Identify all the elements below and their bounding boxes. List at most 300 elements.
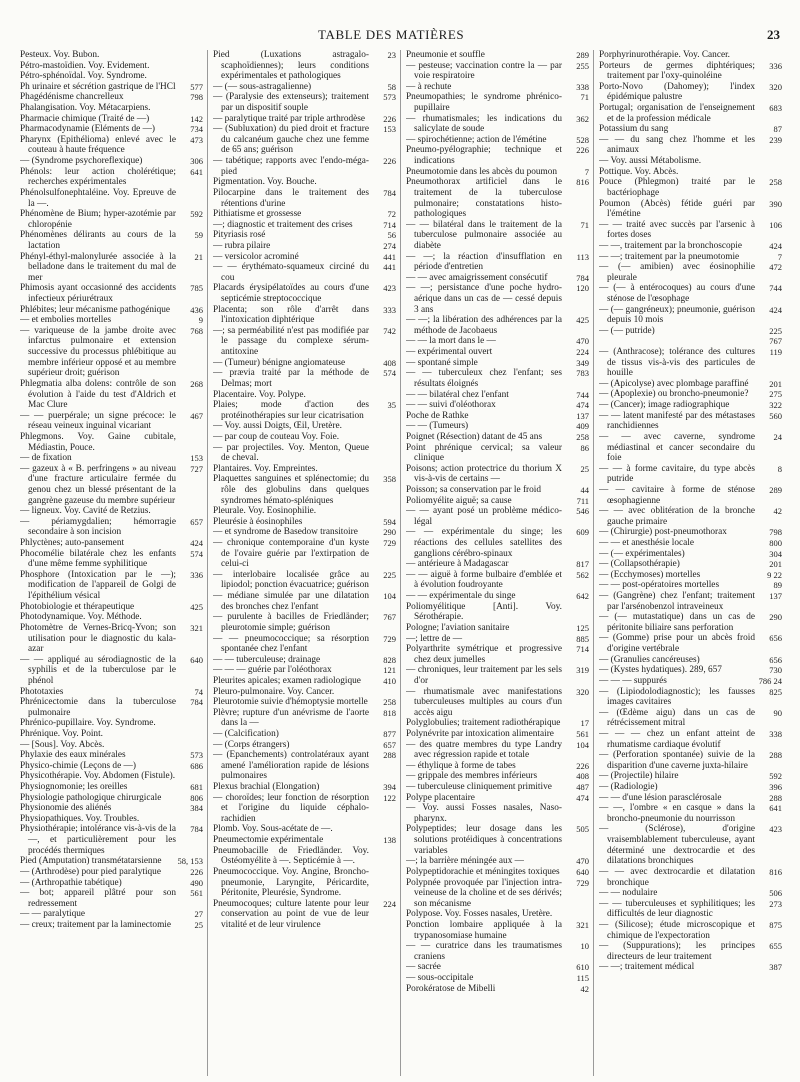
index-entry xyxy=(599,199,782,220)
entry-page-ref: 798 xyxy=(769,527,782,538)
entry-page-ref: 319 xyxy=(576,665,589,676)
entry-page-ref: 727 xyxy=(190,463,203,474)
entry-text: — choroïdes; leur fonction de résorption et l'origine du liquide céphalo-rachidien xyxy=(213,792,369,824)
entry-text: Pleurites apicales; examen radiologique xyxy=(213,675,361,686)
entry-text: — — avec dextrocardie et dilatation bronchique xyxy=(599,866,755,888)
entry-text: — antérieure à Madagascar xyxy=(406,559,509,570)
index-entry xyxy=(20,718,203,729)
entry-text: — — expérimentale du singe; les réactions des cellules satellites des ganglions cérébro-spinaux xyxy=(406,527,562,559)
index-entry xyxy=(20,411,203,432)
entry-text: — prævia traité par la méthode de Delmas; mort xyxy=(213,368,369,389)
entry-page-ref: 288 xyxy=(769,792,782,803)
entry-page-ref: 734 xyxy=(190,124,203,135)
entry-text: — — curatrice dans les traumatismes craniens xyxy=(406,941,562,962)
index-entry xyxy=(406,984,589,995)
entry-text: Porto-Novo (Dahomey); l'index épidémique palustre xyxy=(599,81,755,103)
entry-text: Poliomyélitique [Anti]. Voy. Sérothérapie. xyxy=(406,601,562,623)
index-entry xyxy=(406,867,589,878)
entry-text: — — avec amaigrissement consécutif xyxy=(406,272,548,283)
index-entry xyxy=(406,782,589,793)
entry-text: — — — guérie par l'oléothorax xyxy=(213,665,332,676)
index-entry xyxy=(213,230,396,241)
entry-text: Polypose. Voy. Fosses nasales, Uretère. xyxy=(406,909,553,920)
index-entry xyxy=(406,50,589,61)
entry-text: — (— sous-astragalienne) xyxy=(213,81,312,92)
index-entry xyxy=(20,570,203,602)
entry-page-ref: 729 xyxy=(383,633,396,644)
entry-text: — (Syndrome psychoreflexique) xyxy=(20,156,143,167)
entry-text: Pneumopathies; le syndrome phrénico-pupillaire xyxy=(406,92,562,114)
entry-page-ref: 226 xyxy=(383,156,396,167)
index-entry xyxy=(20,803,203,814)
entry-page-ref: 714 xyxy=(576,644,589,655)
entry-page-ref: 818 xyxy=(383,707,396,718)
index-entry xyxy=(213,665,396,676)
entry-page-ref: 290 xyxy=(769,612,782,623)
entry-text: — (— amibien) avec éosinophilie pleurale xyxy=(599,262,755,283)
index-entry xyxy=(20,687,203,698)
entry-page-ref: 592 xyxy=(190,209,203,220)
entry-text: — (Œdème aigu) dans un cas de rétrécissement mitral xyxy=(599,707,755,729)
entry-text: — variqueuse de la jambe droite avec infarctus pulmonaire et extension successive du processus phlébitique au membre inférieur opposé et au membre supérieur droit; guérison xyxy=(20,325,176,379)
entry-page-ref: 640 xyxy=(190,654,203,665)
index-entry xyxy=(406,559,589,570)
index-entry xyxy=(599,793,782,804)
entry-page-ref: 574 xyxy=(190,548,203,559)
index-entry xyxy=(406,729,589,740)
index-entry xyxy=(406,390,589,401)
entry-text: — (— expérimentales) xyxy=(599,548,685,559)
index-entry xyxy=(20,453,203,464)
entry-text: Portugal; organisation de l'enseignement et de la profession médicale xyxy=(599,103,755,124)
entry-text: Poignet (Résection) datant de 45 ans xyxy=(406,431,543,442)
entry-page-ref: 8 xyxy=(777,463,782,474)
entry-text: — interlobaire localisée grâce au lipiodol; ponction évacuatrice; guérison xyxy=(213,569,369,591)
index-entry xyxy=(213,50,396,82)
entry-text: Porteurs de germes diphtériques; traitement par l'oxy-quinoléine xyxy=(599,60,755,82)
index-entry xyxy=(406,973,589,984)
index-entry xyxy=(599,220,782,241)
index-entry xyxy=(20,135,203,156)
index-entry xyxy=(599,750,782,771)
entry-text: Poumon (Abcès) fétide guéri par l'émétine xyxy=(599,198,755,220)
index-entry xyxy=(406,570,589,591)
index-entry xyxy=(599,612,782,633)
entry-text: Pottique. Voy. Abcès. xyxy=(599,166,679,177)
index-entry xyxy=(599,411,782,432)
entry-page-ref: 224 xyxy=(576,347,589,358)
entry-page-ref: 113 xyxy=(576,251,589,262)
index-entry xyxy=(20,432,203,453)
entry-page-ref: 641 xyxy=(769,803,782,814)
index-entry xyxy=(406,347,589,358)
index-entry xyxy=(406,400,589,411)
index-entry xyxy=(599,527,782,538)
index-entry xyxy=(213,464,396,475)
entry-text: — (Arthropathie tabétique) xyxy=(20,877,122,888)
entry-page-ref: 592 xyxy=(769,771,782,782)
index-entry xyxy=(213,517,396,528)
entry-page-ref: 115 xyxy=(576,973,589,984)
entry-page-ref: 609 xyxy=(576,527,589,538)
entry-text: Photodynamique. Voy. Méthode. xyxy=(20,612,142,623)
entry-page-ref: 119 xyxy=(769,347,782,358)
entry-text: — rhumatismales; les indications du salicylate de soude xyxy=(406,113,562,135)
entry-page-ref: 86 xyxy=(580,442,589,453)
index-entry xyxy=(599,867,782,888)
index-entry xyxy=(213,474,396,506)
index-entry xyxy=(406,336,589,347)
entry-text: Phrénico-pupillaire. Voy. Syndrome. xyxy=(20,718,156,729)
entry-text: — Voy. aussi Fosses nasales, Naso-pharynx. xyxy=(406,803,562,824)
index-entry xyxy=(213,835,396,846)
entry-page-ref: 574 xyxy=(383,368,396,379)
index-entry xyxy=(20,761,203,772)
index-entry xyxy=(599,50,782,61)
entry-text: Polypeptides; leur dosage dans les solutions protéidiques à concentrations variables xyxy=(406,824,562,856)
index-entry xyxy=(406,252,589,273)
index-entry xyxy=(20,379,203,411)
entry-page-ref: 306 xyxy=(190,156,203,167)
index-entry xyxy=(406,464,589,485)
entry-text: — — puerpérale; un signe précoce: le réseau veineux inguinal vicariant xyxy=(20,410,176,432)
entry-text: — rubra pilaire xyxy=(213,240,271,251)
entry-page-ref: 201 xyxy=(769,559,782,570)
index-columns xyxy=(20,50,782,1076)
entry-page-ref: 816 xyxy=(769,866,782,877)
entry-page-ref: 828 xyxy=(383,654,396,665)
entry-text: Pharmacie chimique (Traité de —) xyxy=(20,113,150,124)
index-entry xyxy=(213,655,396,666)
entry-page-ref: 594 xyxy=(383,516,396,527)
entry-text: Pleurale. Voy. Éosinophilie. xyxy=(213,506,317,517)
index-entry xyxy=(20,538,203,549)
index-entry xyxy=(20,103,203,114)
entry-text: Pharynx (Epithélioma) enlevé avec le couteau à haute fréquence xyxy=(20,134,176,156)
entry-text: — (— mutastatique) dans un cas de péritonite biliaire sans perforation xyxy=(599,612,755,633)
entry-page-ref: 321 xyxy=(190,622,203,633)
entry-page-ref: 71 xyxy=(580,92,589,103)
entry-page-ref: 528 xyxy=(576,134,589,145)
entry-page-ref: 470 xyxy=(576,336,589,347)
index-column-4 xyxy=(593,50,782,1076)
entry-text: — sacrée xyxy=(406,962,441,973)
index-entry xyxy=(213,262,396,283)
entry-page-ref: 875 xyxy=(769,919,782,930)
entry-text: —; diagnostic et traitement des crises xyxy=(213,219,353,230)
entry-page-ref: 289 xyxy=(769,484,782,495)
entry-text: — (Projectile) hilaire xyxy=(599,771,679,782)
entry-text: — — érythémato-squameux circiné du cou xyxy=(213,262,369,283)
index-entry xyxy=(599,389,782,400)
entry-page-ref: 784 xyxy=(190,697,203,708)
entry-page-ref: 288 xyxy=(383,750,396,761)
entry-text: Physionomie des aliénés xyxy=(20,803,112,814)
entry-page-ref: 336 xyxy=(190,569,203,580)
entry-page-ref: 258 xyxy=(576,431,589,442)
index-entry xyxy=(599,124,782,135)
entry-text: Placentaire. Voy. Polype. xyxy=(213,389,306,400)
index-entry xyxy=(20,188,203,209)
entry-text: Pneumectomie expérimentale xyxy=(213,835,324,846)
entry-page-ref: 546 xyxy=(576,506,589,517)
entry-page-ref: 290 xyxy=(383,527,396,538)
entry-text: Physicothérapie. Voy. Abdomen (Fistule). xyxy=(20,771,176,782)
entry-page-ref: 817 xyxy=(576,559,589,570)
index-entry xyxy=(406,273,589,284)
entry-page-ref: 387 xyxy=(769,962,782,973)
entry-page-ref: 436 xyxy=(190,304,203,315)
entry-page-ref: 320 xyxy=(576,686,589,697)
entry-page-ref: 321 xyxy=(576,919,589,930)
index-entry xyxy=(20,305,203,316)
entry-page-ref: 683 xyxy=(769,103,782,114)
entry-text: Phylaxie des eaux minérales xyxy=(20,750,126,761)
entry-text: — [Sous]. Voy. Abcès. xyxy=(20,739,105,750)
entry-text: Pneumothorax artificiel dans le traitement de la tuberculose pulmonaire; constatations histo-pathologiques xyxy=(406,177,562,220)
entry-page-ref: 425 xyxy=(190,601,203,612)
entry-text: — chronique contemporaine d'un kyste de l'ovaire guérie par l'extirpation de celui-ci xyxy=(213,538,369,570)
entry-text: Porphyrinurothérapie. Voy. Cancer. xyxy=(599,50,730,60)
index-entry xyxy=(599,305,782,326)
entry-text: Poisson; sa conservation par le froid xyxy=(406,484,542,495)
index-entry xyxy=(213,867,396,899)
entry-text: —; sa perméabilité n'est pas modifiée par le passage du complexe sérum-antitoxine xyxy=(213,325,369,358)
entry-text: — — et anesthésie locale xyxy=(599,538,694,548)
entry-page-ref: 338 xyxy=(576,81,589,92)
entry-page-ref: 473 xyxy=(190,134,203,145)
entry-text: — — tuberculeux chez l'enfant; ses résultats éloignés xyxy=(406,368,562,389)
index-entry xyxy=(20,315,203,326)
entry-page-ref: 288 xyxy=(769,750,782,761)
entry-text: Polyarthrite symétrique et progressive chez deux jumelles xyxy=(406,644,562,665)
entry-page-ref: 25 xyxy=(194,919,203,930)
index-entry xyxy=(599,506,782,527)
index-entry xyxy=(20,326,203,379)
entry-text: Physiothérapie; intolérance vis-à-vis de la —, et particulièrement pour les procédés thermiques xyxy=(20,824,176,856)
index-entry xyxy=(213,156,396,177)
entry-page-ref: 742 xyxy=(383,325,396,336)
entry-page-ref: 106 xyxy=(769,219,782,230)
index-entry xyxy=(213,729,396,740)
entry-text: Placenta; son rôle d'arrêt dans l'intoxication diphtérique xyxy=(213,304,369,326)
entry-page-ref: 224 xyxy=(383,898,396,909)
entry-page-ref: 338 xyxy=(769,728,782,739)
entry-text: Photobiologie et thérapeutique xyxy=(20,601,135,612)
index-entry xyxy=(213,283,396,304)
index-entry xyxy=(599,729,782,750)
index-entry xyxy=(20,729,203,740)
entry-page-ref: 474 xyxy=(576,792,589,803)
entry-text: — paralytique traité par triple arthrodèse xyxy=(213,113,366,124)
entry-text: Phagédénisme chancrelleux xyxy=(20,92,124,103)
entry-text: — (— à entérocoques) au cours d'une sténose de l'œsophage xyxy=(599,283,755,305)
entry-page-ref: 27 xyxy=(194,909,203,920)
entry-text: — (Subluxation) du pied droit et fracture du calcanéum gauche chez une femme de 65 ans; guérison xyxy=(213,124,369,156)
index-entry xyxy=(599,252,782,263)
entry-text: Pityriasis rosé xyxy=(213,230,266,241)
entry-text: Polype placentaire xyxy=(406,792,475,803)
entry-page-ref: 226 xyxy=(576,760,589,771)
entry-text: — (Lipiodolodiagnostic); les fausses images cavitaires xyxy=(599,686,755,708)
entry-text: — (Arthrodèse) pour pied paralytique xyxy=(20,866,161,877)
entry-text: — — d'une lésion parasclérosale xyxy=(599,792,722,803)
entry-text: — (Apicolyse) avec plombage paraffiné xyxy=(599,378,749,389)
index-entry xyxy=(599,241,782,252)
index-entry xyxy=(213,252,396,263)
entry-page-ref: 304 xyxy=(769,548,782,559)
index-entry xyxy=(406,220,589,252)
index-entry xyxy=(406,718,589,729)
index-column-1 xyxy=(20,50,203,1076)
entry-page-ref: 825 xyxy=(769,686,782,697)
index-entry xyxy=(406,496,589,507)
entry-text: Pneumococcique. Voy. Angine, Broncho-pneumonie, Laryngite, Péricardite, Péritonite, Pleurésie, Syndrome. xyxy=(213,866,369,899)
entry-text: — — ayant posé un problème médico-légal xyxy=(406,506,562,527)
entry-page-ref: 816 xyxy=(576,177,589,188)
entry-text: Plantaires. Voy. Empreintes. xyxy=(213,463,318,474)
entry-text: — —; la libération des adhérences par la méthode de Jacobaeus xyxy=(406,315,562,336)
entry-text: — — la mort dans le — xyxy=(406,336,496,347)
entry-page-ref: 409 xyxy=(576,421,589,432)
entry-page-ref: 120 xyxy=(576,283,589,294)
index-entry xyxy=(599,538,782,549)
index-entry xyxy=(599,708,782,729)
entry-page-ref: 784 xyxy=(190,824,203,835)
index-entry xyxy=(20,209,203,230)
index-entry xyxy=(599,549,782,560)
entry-page-ref: 273 xyxy=(769,898,782,909)
entry-page-ref: 71 xyxy=(580,219,589,230)
entry-text: — — aiguë à forme bulbaire d'emblée et à évolution foudroyante xyxy=(406,569,562,591)
entry-text: Phosphore (Intoxication par le —); modification de l'appareil de Golgi de l'épithélium vésical xyxy=(20,569,176,602)
entry-text: Pesteux. Voy. Bubon. xyxy=(20,50,100,60)
entry-text: — (Radiologie) xyxy=(599,782,658,793)
entry-page-ref: 885 xyxy=(576,633,589,644)
entry-page-ref: 125 xyxy=(576,622,589,633)
index-entry xyxy=(213,241,396,252)
entry-page-ref: 640 xyxy=(576,866,589,877)
entry-text: — (Kystes hydatiques). 289, 657 xyxy=(599,665,722,676)
index-entry xyxy=(213,570,396,591)
index-entry xyxy=(20,909,203,920)
index-entry xyxy=(213,750,396,782)
entry-text: Poisons; action protectrice du thorium X vis-à-vis de certains — xyxy=(406,463,562,485)
index-entry xyxy=(599,262,782,283)
entry-page-ref: 225 xyxy=(383,569,396,580)
index-entry xyxy=(599,432,782,464)
index-entry xyxy=(20,612,203,623)
entry-text: — grippale des membres inférieurs xyxy=(406,771,538,782)
entry-page-ref: 90 xyxy=(773,707,782,718)
index-entry xyxy=(213,782,396,793)
entry-text: Phrénique. Voy. Point. xyxy=(20,729,103,739)
entry-text: — — pneumococcique; sa résorption spontanée chez l'enfant xyxy=(213,633,369,655)
entry-page-ref: 784 xyxy=(576,272,589,283)
entry-page-ref: 408 xyxy=(383,357,396,368)
index-entry xyxy=(20,283,203,304)
index-entry xyxy=(20,878,203,889)
index-entry xyxy=(213,368,396,389)
index-entry xyxy=(20,623,203,655)
entry-text: — — (Tumeurs) xyxy=(406,421,469,432)
entry-page-ref: 686 xyxy=(190,760,203,771)
entry-text: Phlegmons. Voy. Gaine cubitale, Médiastin, Pouce. xyxy=(20,431,176,453)
index-entry xyxy=(20,740,203,751)
index-entry xyxy=(20,230,203,251)
index-entry xyxy=(406,411,589,422)
entry-page-ref: 258 xyxy=(769,177,782,188)
index-entry xyxy=(406,878,589,910)
entry-page-ref: 44 xyxy=(580,484,589,495)
entry-text: Pologne; l'aviation sanitaire xyxy=(406,622,510,633)
entry-text: Physico-chimie (Leçons de —) xyxy=(20,760,136,771)
entry-text: — sous-occipitale xyxy=(406,973,474,984)
index-entry xyxy=(406,114,589,135)
entry-page-ref: 744 xyxy=(769,283,782,294)
entry-text: Poche de Rathke xyxy=(406,410,469,421)
entry-text: — chroniques, leur traitement par les sels d'or xyxy=(406,665,562,686)
entry-text: Physiopathiques. Voy. Troubles. xyxy=(20,813,140,824)
index-entry xyxy=(599,771,782,782)
index-entry xyxy=(20,114,203,125)
entry-page-ref: 423 xyxy=(769,824,782,835)
index-entry xyxy=(599,485,782,506)
index-entry xyxy=(213,824,396,835)
entry-text: Point phrénique cervical; sa valeur clinique xyxy=(406,442,562,464)
entry-page-ref: 767 xyxy=(383,612,396,623)
index-entry xyxy=(213,687,396,698)
entry-page-ref: 137 xyxy=(769,591,782,602)
index-entry xyxy=(406,527,589,559)
index-entry xyxy=(20,124,203,135)
index-entry xyxy=(20,50,203,61)
index-entry xyxy=(20,750,203,761)
index-entry xyxy=(406,421,589,432)
entry-text: — — tuberculeuse; drainage xyxy=(213,654,321,665)
entry-page-ref: 562 xyxy=(576,569,589,580)
index-entry xyxy=(406,358,589,369)
index-column-2 xyxy=(207,50,396,1076)
entry-text: — et syndrome de Basedow transitoire xyxy=(213,527,358,538)
entry-text: Phimosis ayant occasionné des accidents infectieux périurétraux xyxy=(20,283,176,305)
entry-page-ref: 289 xyxy=(576,50,589,60)
index-entry xyxy=(213,740,396,751)
entry-page-ref: 656 xyxy=(769,633,782,644)
running-title: TABLE DES MATIÈRES xyxy=(318,27,465,42)
index-entry xyxy=(20,814,203,825)
entry-text: Phénomène de Bium; hyper-azotémie par chloropénie xyxy=(20,209,176,230)
index-entry xyxy=(406,856,589,867)
entry-page-ref: 74 xyxy=(194,686,203,697)
entry-text: — expérimental ouvert xyxy=(406,347,493,358)
entry-page-ref: 24 xyxy=(773,431,782,442)
entry-page-ref: 153 xyxy=(383,124,396,135)
index-entry xyxy=(20,920,203,931)
entry-page-ref: 561 xyxy=(190,888,203,899)
entry-text: — — avec caverne, syndrome médiastinal et cancer secondaire du foie xyxy=(599,431,755,464)
entry-page-ref: 655 xyxy=(769,941,782,952)
entry-page-ref: 656 xyxy=(769,654,782,665)
index-entry xyxy=(406,771,589,782)
index-entry xyxy=(213,676,396,687)
entry-page-ref: 275 xyxy=(769,389,782,400)
entry-text: — (Paralysie des extenseurs); traitement par un dispositif souple xyxy=(213,92,369,114)
entry-page-ref: 21 xyxy=(194,251,203,262)
index-entry xyxy=(20,602,203,613)
entry-page-ref: 336 xyxy=(769,60,782,71)
entry-text: — (Gomme) prise pour un abcès froid d'origine vertébrale xyxy=(599,633,755,655)
